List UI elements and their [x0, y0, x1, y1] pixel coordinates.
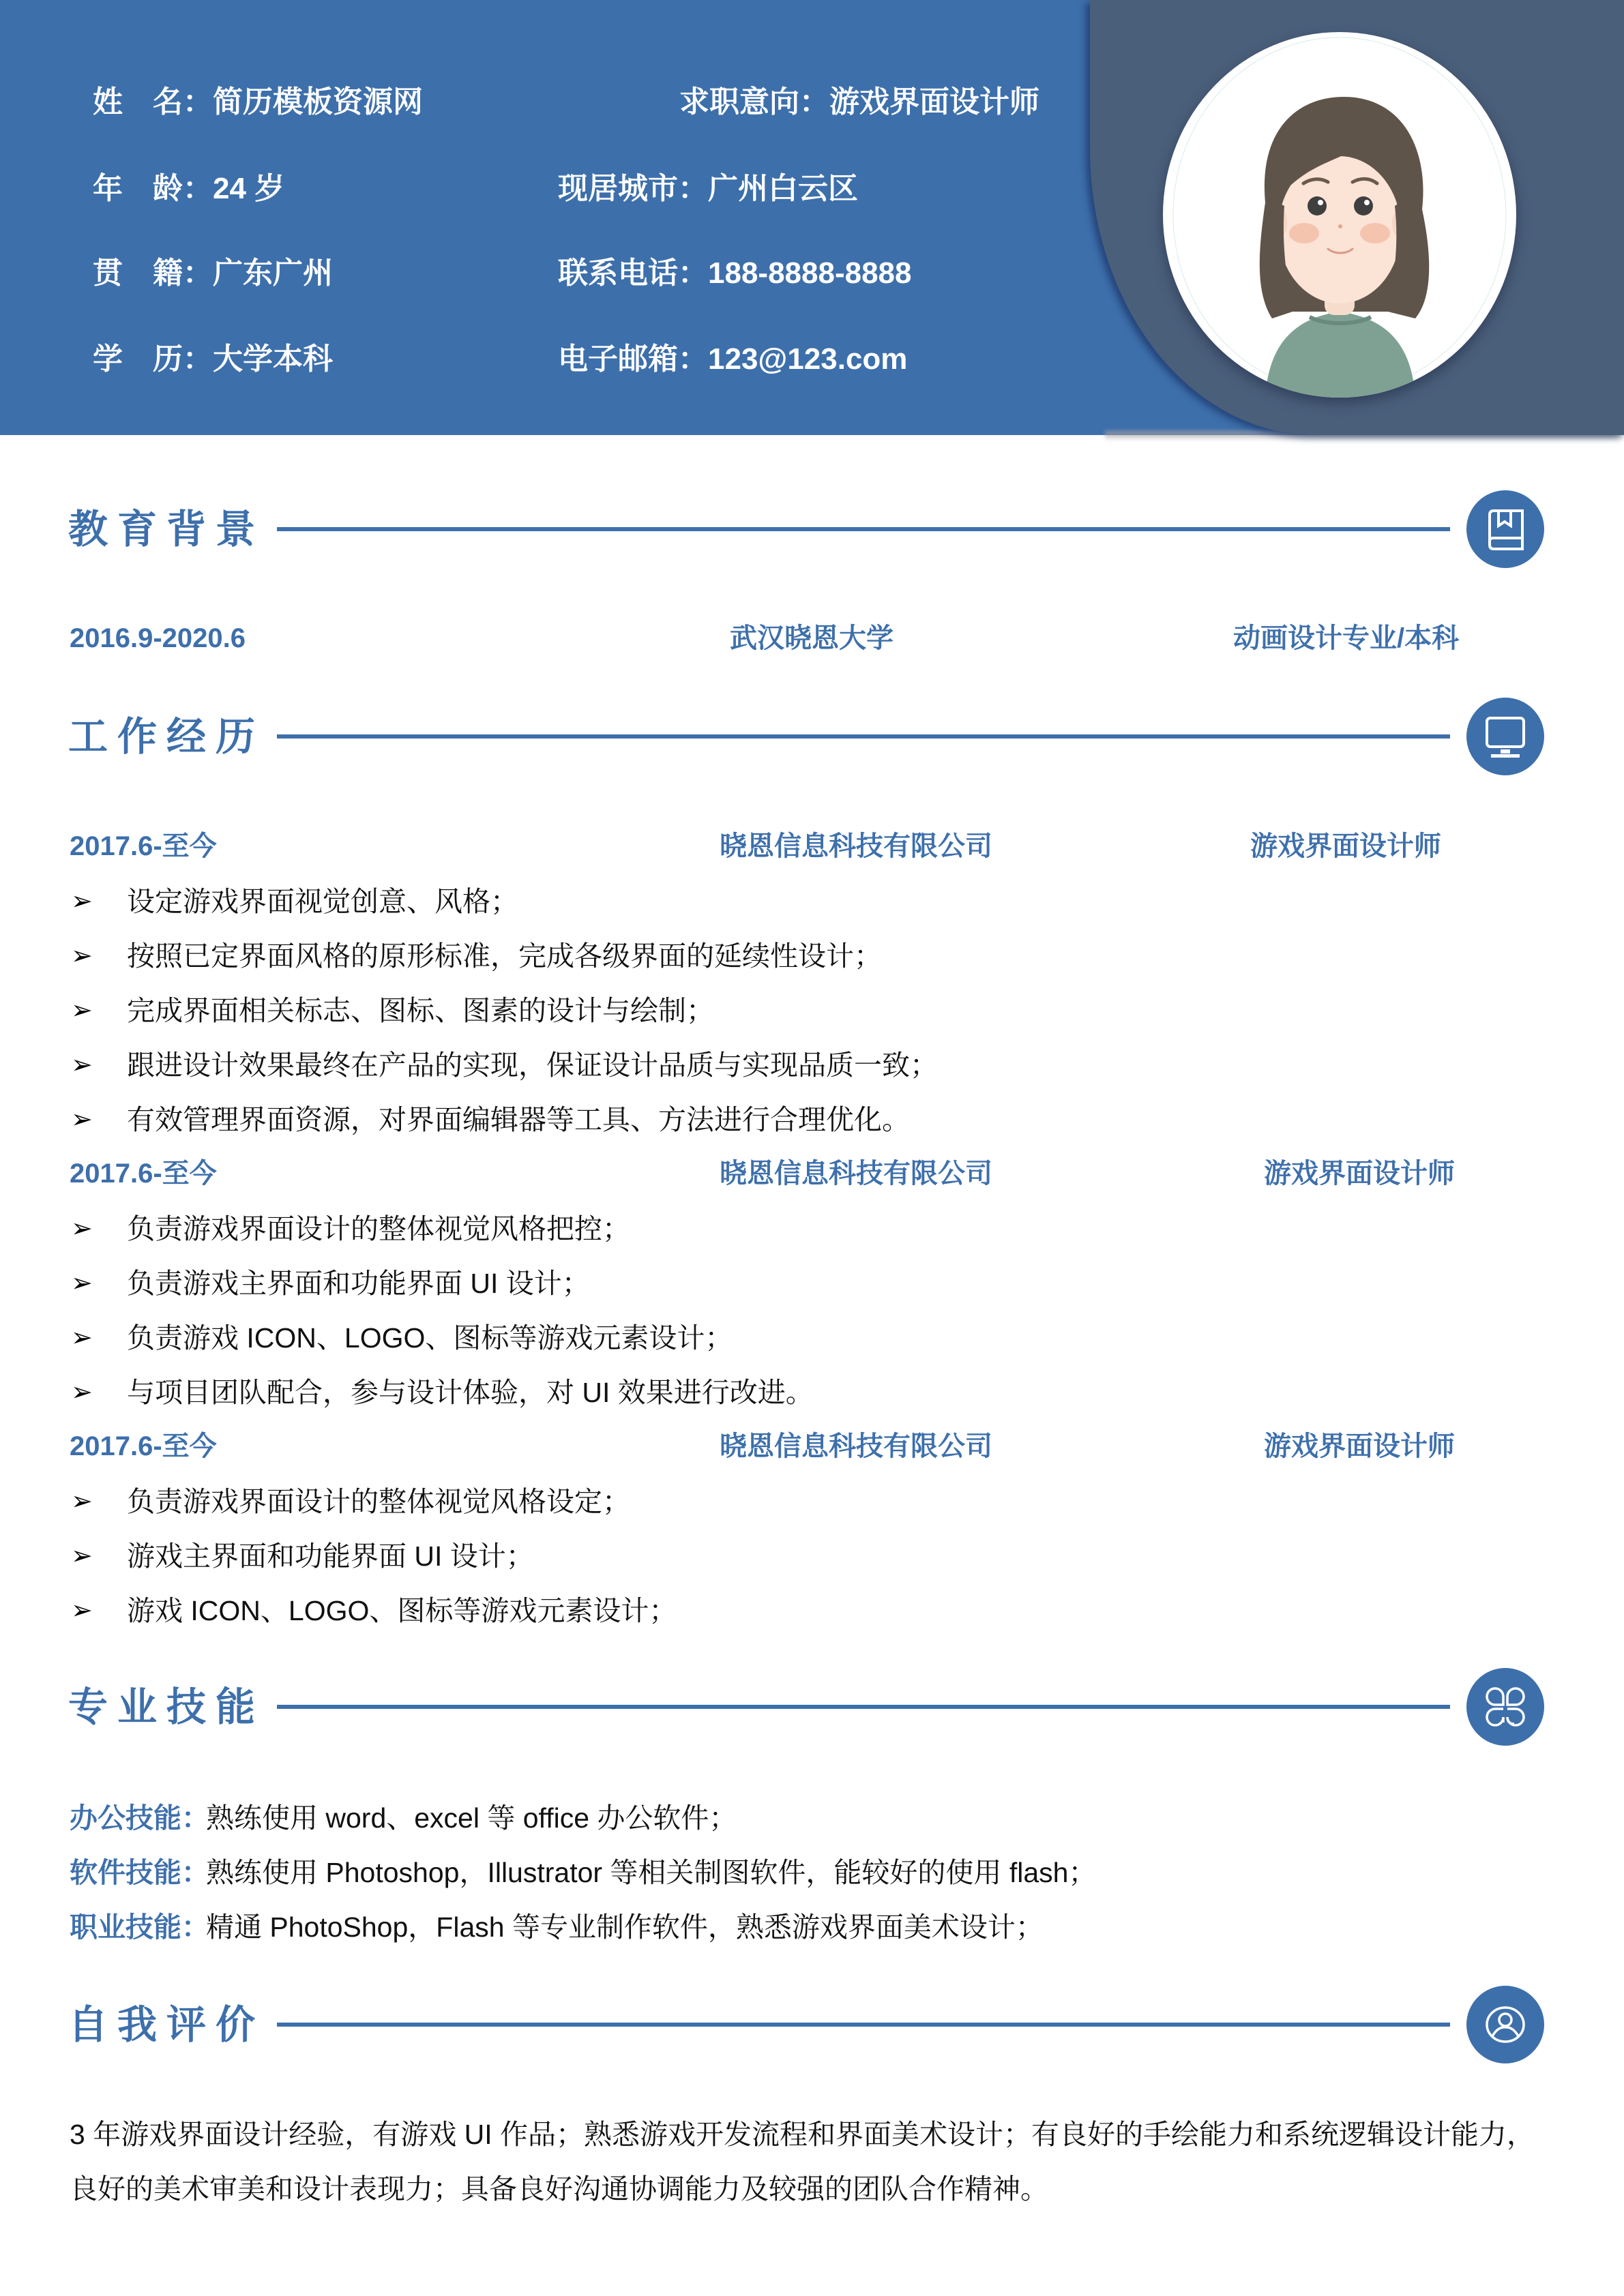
info-label-objective: 求职意向： [679, 85, 829, 119]
job-duty: 负责游戏主界面和功能界面 UI 设计； [127, 1268, 590, 1299]
job-duty: 有效管理界面资源，对界面编辑器等工具、方法进行合理优化。 [127, 1104, 910, 1135]
job-period: 2017.6-至今 [70, 831, 217, 861]
skill-label: 软件技能： [70, 1857, 209, 1888]
bullet-arrow-icon: ➢ [71, 1596, 93, 1625]
info-label-hometown: 贯 籍： [93, 256, 213, 290]
info-value-phone: 188-8888-8888 [708, 256, 912, 290]
section-divider [277, 2023, 1450, 2027]
section-divider [277, 527, 1450, 531]
skill-text: 熟练使用 Photoshop，Illustrator 等相关制图软件，能较好的使用 flash； [206, 1857, 1097, 1888]
info-value-name: 简历模板资源网 [213, 85, 423, 119]
job-duty: 跟进设计效果最终在产品的实现，保证设计品质与实现品质一致； [127, 1049, 938, 1081]
section-title-self-eval: 自我评价 [68, 2003, 265, 2047]
job-company: 晓恩信息科技有限公司 [720, 1159, 992, 1189]
info-value-objective: 游戏界面设计师 [829, 85, 1039, 119]
skill-label: 职业技能： [70, 1911, 209, 1943]
bullet-arrow-icon: ➢ [71, 887, 93, 916]
job-duty: 完成界面相关标志、图标、图素的设计与绘制； [127, 995, 714, 1026]
job-duty: 负责游戏 ICON、LOGO、图标等游戏元素设计； [127, 1322, 733, 1354]
bullet-arrow-icon: ➢ [71, 1105, 93, 1134]
info-value-email: 123@123.com [708, 342, 908, 376]
section-title-work: 工作经历 [68, 715, 265, 759]
bullet-arrow-icon: ➢ [71, 1542, 93, 1570]
info-value-city: 广州白云区 [708, 172, 858, 205]
bullet-arrow-icon: ➢ [71, 1324, 93, 1352]
bullet-arrow-icon: ➢ [71, 1487, 93, 1516]
job-duty: 与项目团队配合，参与设计体验，对 UI 效果进行改进。 [127, 1377, 814, 1408]
monitor-icon [1466, 698, 1544, 775]
skill-text: 熟练使用 word、excel 等 office 办公软件； [206, 1802, 737, 1834]
bullet-arrow-icon: ➢ [71, 996, 93, 1025]
info-label-city: 现居城市： [558, 172, 708, 205]
job-position: 游戏界面设计师 [1250, 831, 1441, 861]
info-label-age: 年 龄： [93, 172, 213, 205]
avatar-illustration-icon [1163, 32, 1516, 398]
book-icon [1466, 490, 1544, 568]
info-label-email: 电子邮箱： [558, 342, 708, 376]
skill-text: 精通 PhotoShop，Flash 等专业制作软件，熟悉游戏界面美术设计； [206, 1911, 1044, 1943]
job-duty: 设定游戏界面视觉创意、风格； [127, 886, 518, 917]
job-company: 晓恩信息科技有限公司 [720, 831, 992, 861]
bullet-arrow-icon: ➢ [71, 1378, 93, 1407]
info-value-age: 24 岁 [213, 172, 285, 205]
info-value-education: 大学本科 [213, 342, 333, 376]
job-duty: 游戏 ICON、LOGO、图标等游戏元素设计； [127, 1595, 677, 1626]
education-period: 2016.9-2020.6 [70, 623, 246, 653]
education-school: 武汉晓恩大学 [730, 623, 894, 653]
bullet-arrow-icon: ➢ [71, 1051, 93, 1079]
job-period: 2017.6-至今 [70, 1159, 217, 1189]
section-divider [277, 734, 1450, 739]
bullet-arrow-icon: ➢ [71, 1214, 93, 1243]
info-label-education: 学 历： [93, 342, 213, 376]
job-period: 2017.6-至今 [70, 1431, 217, 1461]
clover-icon [1466, 1668, 1544, 1746]
education-major: 动画设计专业/本科 [1233, 623, 1460, 653]
section-title-education: 教育背景 [68, 507, 265, 552]
self-eval-text: 3 年游戏界面设计经验，有游戏 UI 作品；熟悉游戏开发流程和界面美术设计；有良好的手绘能力和系统逻辑设计能力，良好的美术审美和设计表现力；具备良好沟通协调能力及较强的团队合作精神。 [70, 2119, 1535, 2205]
job-company: 晓恩信息科技有限公司 [720, 1431, 992, 1461]
info-label-phone: 联系电话： [558, 256, 708, 290]
section-divider [277, 1705, 1450, 1709]
user-icon [1466, 1986, 1544, 2063]
job-duty: 负责游戏界面设计的整体视觉风格把控； [127, 1213, 630, 1244]
skill-label: 办公技能： [70, 1802, 209, 1834]
bullet-arrow-icon: ➢ [71, 1269, 93, 1298]
info-value-hometown: 广东广州 [213, 256, 333, 290]
job-duty: 游戏主界面和功能界面 UI 设计； [127, 1540, 534, 1572]
job-duty: 按照已定界面风格的原形标准，完成各级界面的延续性设计； [127, 940, 882, 972]
info-label-name: 姓 名： [93, 85, 213, 119]
job-position: 游戏界面设计师 [1264, 1431, 1455, 1461]
section-title-skills: 专业技能 [68, 1685, 265, 1729]
job-position: 游戏界面设计师 [1264, 1159, 1455, 1189]
bullet-arrow-icon: ➢ [71, 942, 93, 970]
job-duty: 负责游戏界面设计的整体视觉风格设定； [127, 1486, 630, 1517]
avatar [1163, 32, 1516, 398]
